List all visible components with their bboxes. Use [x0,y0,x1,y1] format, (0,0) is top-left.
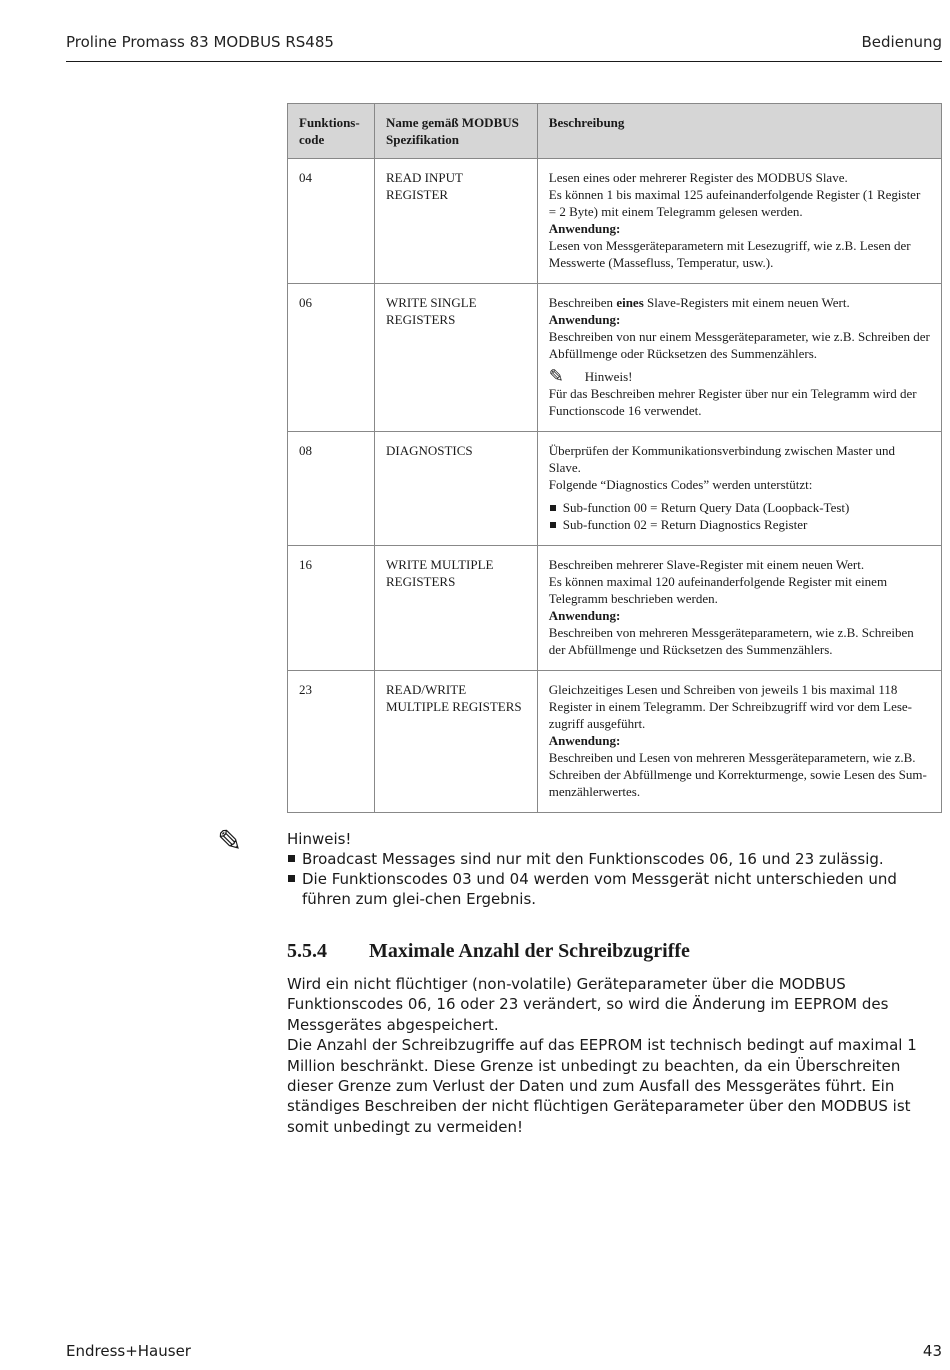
table-row [288,284,942,432]
cell-description [537,671,941,813]
column-header-name: Name gemäß MODBUS Spezifikation [374,104,537,159]
cell-code: 04 [288,159,375,284]
description-line: Überprüfen der Kommunikationsverbindung zwischen Master und Slave. [548,443,896,475]
cell-name: WRITE SINGLE REGISTERS [374,284,537,432]
application-text: Beschreiben und Lesen von mehreren Messgeräteparametern, wie z.B. Schreiben der Abfüllmenge und Korrekturmenge, sowie Lesen des Sum-menzählerwertes. [548,750,927,799]
description-line: Beschreiben mehrerer Slave-Register mit einem neuen Wert. [548,557,865,572]
description-text: Slave-Registers mit einem neuen Wert. [643,295,850,310]
cell-code: 08 [288,432,375,546]
section-heading [287,940,690,963]
note-text: Für das Beschreiben mehrer Register über nur ein Telegramm wird der Functionscode 16 verwendet. [548,386,917,418]
paragraph: Die Anzahl der Schreibzugriffe auf das EEPROM ist technisch bedingt auf maximal 1 Million beschränkt. Diese Grenze ist unbedingt zu beachten, da ein Überschreiten dieser Grenze zum Verlust der Daten und zum Ausfall des Messgerätes führt. Ein ständiges Beschreiben der nicht flüchtigen Geräteparameter über den MODBUS ist somit unbedingt zu vermeiden! [287,1036,917,1136]
application-text: Lesen von Messgeräteparametern mit Lesezugriff, wie z.B. Lesen der Messwerte (Massefluss, Temperatur, usw.). [548,238,911,270]
description-emphasis: eines [616,295,644,310]
footer-brand: Endress+Hauser [66,1342,191,1360]
application-text: Beschreiben von nur einem Messgeräteparameter, wie z.B. Schreiben der Abfüllmenge oder Rücksetzen des Summenzählers. [548,329,930,361]
header-section: Bedienung [861,33,942,51]
page-number: 43 [922,1342,942,1360]
cell-description [537,159,941,284]
application-label: Anwendung: [548,221,621,236]
cell-code: 23 [288,671,375,813]
column-header-description: Beschreibung [537,104,941,159]
function-code-table [287,103,942,813]
cell-code: 06 [288,284,375,432]
header-title: Proline Promass 83 MODBUS RS485 [66,33,334,51]
description-line: Lesen eines oder mehrerer Register des MODBUS Slave. [548,170,848,185]
description-line: Es können 1 bis maximal 125 aufeinanderfolgende Register (1 Register = 2 Byte) mit einem Telegramm gelesen werden. [548,187,921,219]
description-line: Folgende “Diagnostics Codes” werden unterstützt: [548,477,813,492]
section-body [287,974,942,1137]
table-row [288,546,942,671]
pencil-icon: ✎ [548,366,564,386]
description-line: Gleichzeitiges Lesen und Schreiben von jeweils 1 bis maximal 118 Register in einem Telegramm. Der Schreibzugriff wird vor dem Lese-zugriff ausgeführt. [548,682,913,731]
cell-code: 16 [288,546,375,671]
cell-description [537,284,941,432]
hinweis-note [217,824,942,909]
cell-name: READ/WRITE MULTIPLE REGISTERS [374,671,537,813]
note-label: Hinweis! [584,369,633,384]
description-line [549,294,930,311]
application-label: Anwendung: [548,733,621,748]
hinweis-label: Hinweis! [287,830,352,848]
section-number: 5.5.4 [287,940,327,962]
note-line [549,368,930,385]
application-text: Beschreiben von mehreren Messgeräteparametern, wie z.B. Schreiben der Abfüllmenge und Rücksetzen des Summenzählers. [548,625,914,657]
cell-name: DIAGNOSTICS [374,432,537,546]
description-text: Beschreiben [548,295,617,310]
cell-description [537,432,941,546]
description-line: Es können maximal 120 aufeinanderfolgende Register mit einem Telegramm beschrieben werden. [548,574,888,606]
list-item: Broadcast Messages sind nur mit den Funktionscodes 06, 16 und 23 zulässig. [287,849,942,869]
hinweis-list [287,849,942,909]
diagnostics-list [549,499,930,533]
application-label: Anwendung: [548,312,621,327]
pencil-icon: ✎ [217,824,243,859]
list-item: Die Funktionscodes 03 und 04 werden vom Messgerät nicht unterschieden und führen zum glei-chen Ergebnis. [287,869,942,909]
table-header-row [288,104,942,159]
cell-name: WRITE MULTIPLE REGISTERS [374,546,537,671]
list-item: Sub-function 00 = Return Query Data (Loopback-Test) [549,499,930,516]
table-row [288,159,942,284]
page-header [66,31,942,62]
list-item: Sub-function 02 = Return Diagnostics Register [549,516,930,533]
application-label: Anwendung: [548,608,621,623]
section-title: Maximale Anzahl der Schreibzugriffe [369,940,690,962]
table-row [288,432,942,546]
table-row [288,671,942,813]
cell-name: READ INPUT REGISTER [374,159,537,284]
cell-description [537,546,941,671]
column-header-code: Funktions-code [288,104,375,159]
paragraph: Wird ein nicht flüchtiger (non-volatile) Geräteparameter über die MODBUS Funktionscodes 06, 16 oder 23 verändert, so wird die Änderung im EEPROM des Messgerätes abgespeichert. [287,975,889,1034]
